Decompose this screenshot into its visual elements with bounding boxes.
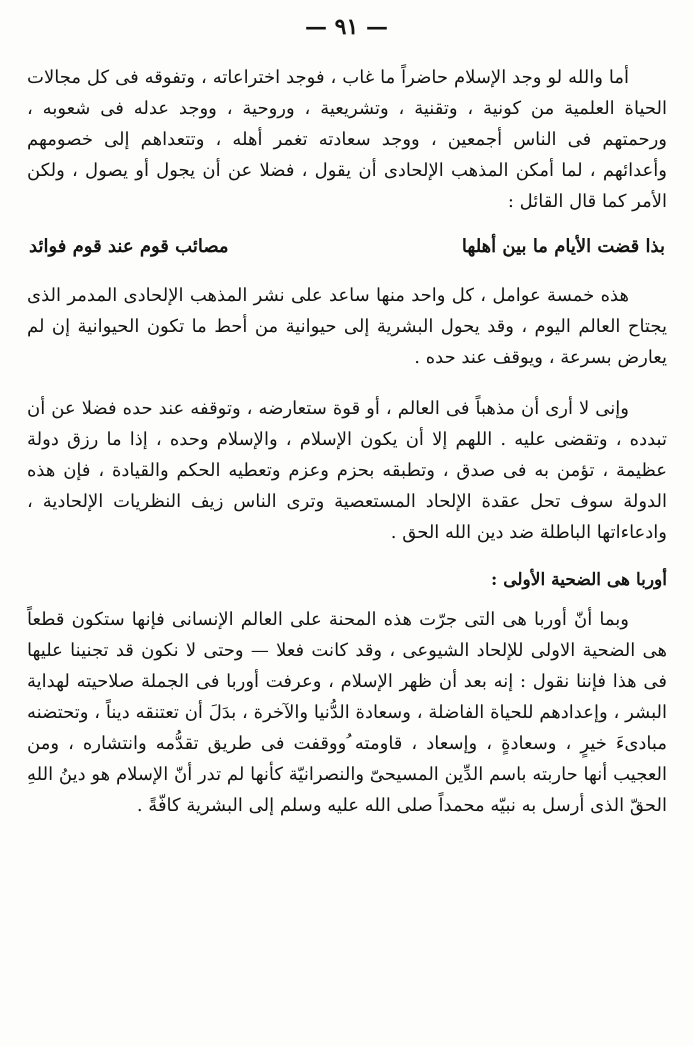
paragraph-4: وبما أنّ أوربا هى التى جرّت هذه المحنة على العالم الإنسانى فإنها ستكون قطعاً هى الضحية الاولى للإلحاد الشيوعى ، وقد كانت فعلا — وحتى لا نكون قد تجنينا عليها فى هذا فإننا نقول : إنه بعد أن ظهر الإسلام ، وعرفت أوربا فى الجملة صلاحيته لهداية البشر ، وإعدادهم للحياة الفاضلة ، وسعادة الدُّنيا والآخرة ، بدَلَ أن تعتنقه ديناً ، وتحتضنه مبادىءَ خيرٍ ، وسعادةٍ ، وإسعاد ، قاومته ُووقفت فى طريق تقدُّمه وانتشاره ، ومن العجيب أنها حاربته باسم الدِّين المسيحىّ والنصرانيّة كأنها لم تدر أنّ الإسلام هو دينُ اللهِ الحقّ الذى أرسل به نبيّه محمداً صلى الله عليه وسلم إلى البشرية كافّةً .: [27, 609, 667, 816]
paragraph-2: هذه خمسة عوامل ، كل واحد منها ساعد على نشر المذهب الإلحادى المدمر الذى يجتاح العالم اليوم ، وقد يحول البشرية إلى حيوانية من أحط ما تكون الحيوانية إن لم يعارض بسرعة ، ويوقف عند حده .: [27, 285, 667, 368]
paragraph-1: أما والله لو وجد الإسلام حاضراً ما غاب ، فوجد اختراعاته ، وتفوقه فى كل مجالات الحياة العلمية من كونية ، وتقنية ، وتشريعية ، وروحية ، ووجد عدله فى شعوبه ، ورحمتهم فى الناس أجمعين ، ووجد سعادته تغمر أهله ، وتتعداهم إلى خصومهم وأعدائهم ، لما أمكن المذهب الإلحادى أن يقول ، فضلا عن أن يجول أو يصول ، ولكن الأمر كما قال القائل :: [27, 67, 667, 212]
verse-first-hemistich: بذا قضت الأيام ما بين أهلها: [461, 236, 665, 257]
verse-second-hemistich: مصائب قوم عند قوم فوائد: [29, 236, 229, 257]
page-number: — ٩١ —: [305, 14, 388, 40]
paragraph-3: وإنى لا أرى أن مذهباً فى العالم ، أو قوة ستعارضه ، وتوقفه عند حده فضلا عن أن تبدده ، وتقضى عليه . اللهم إلا أن يكون الإسلام ، والإسلام وحده ، إذا ما رزق دولة عظيمة ، تؤمن به فى صدق ، وتطبقه بحزم وعزم وتعطيه الحكم والقيادة ، فإن هذه الدولة سوف تحل عقدة الإلحاد المستعصية وترى الناس زيف النظريات الإلحادية ، وادعاءاتها الباطلة ضد دين الله الحق .: [27, 398, 667, 543]
section-heading: أوربا هى الضحية الأولى :: [491, 570, 667, 590]
poetry-verse: [27, 231, 667, 262]
page-content: [27, 62, 667, 821]
